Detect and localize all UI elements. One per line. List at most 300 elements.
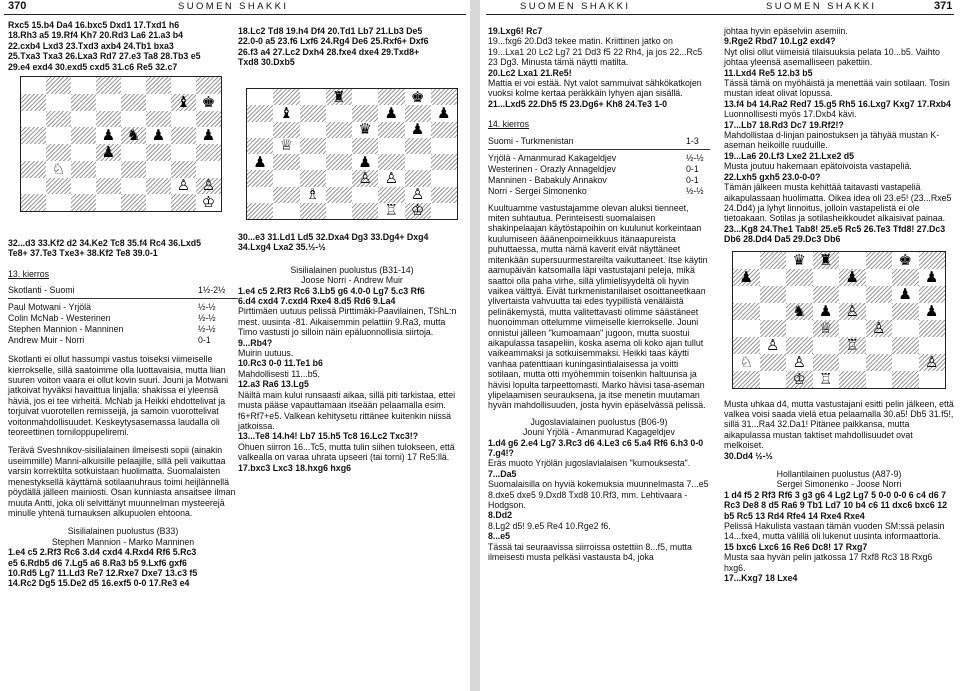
- board-square: [760, 320, 787, 337]
- chess-piece-icon: ♗: [305, 185, 320, 204]
- moves-line: 26.f3 a4 27.Lc2 Dxh4 28.fxe4 dxe4 29.Txd8+: [238, 46, 420, 57]
- chess-piece-icon: ♙: [384, 168, 399, 187]
- board-square: [866, 371, 893, 388]
- moves-line: 1.d4 g6 2.e4 Lg7 3.Rc3 d6 4.Le3 c6 5.a4 Rf6 6.h3 0-0 7.g4!?: [488, 437, 704, 458]
- board-square: [378, 105, 404, 121]
- board-square: [146, 178, 171, 195]
- annotation: johtaa hyvin epäselviin asemiin.: [724, 26, 848, 36]
- chess-piece-icon: ♝: [279, 103, 294, 122]
- pairing-players: Paul Motwani - Yrjölä: [8, 302, 91, 313]
- board-square: [760, 371, 787, 388]
- board-square: [839, 337, 866, 354]
- board-square: [378, 187, 404, 203]
- board-square: [96, 111, 121, 128]
- board-square: [919, 371, 946, 388]
- board-square: [892, 337, 919, 354]
- board-square: [378, 154, 404, 170]
- game-players: Jouni Yrjölä - Amanmurad Kagageldjev: [523, 427, 675, 438]
- board-square: [786, 337, 813, 354]
- board-square: [21, 94, 46, 111]
- moves-line: 19...La6 20.Lf3 Lxe2 21.Lxe2 d5: [724, 150, 855, 161]
- game-title: Jugoslavialainen puolustus (B06-9): [530, 416, 668, 427]
- chess-piece-icon: ♔: [201, 193, 216, 212]
- divider: [8, 298, 238, 299]
- chess-piece-icon: ♟: [819, 301, 833, 320]
- board-square: [171, 194, 196, 211]
- board-square: [96, 77, 121, 94]
- pairing-score: ½-½: [686, 152, 704, 163]
- moves-line: 15 bxc6 Lxc6 16 Re6 Dc8! 17 Rxg7: [724, 541, 868, 552]
- board-square: [96, 194, 121, 211]
- board-square: [326, 138, 352, 154]
- moves-line: 1.e4 c5 2.Rf3 Rc6 3.Lb5 g6 4.0-0 Lg7 5.c3 Rf6: [238, 285, 425, 296]
- board-square: [405, 187, 431, 203]
- annotation: Mattia ei voi estää. Nyt valot sammuivat sähkökatkojen vuoksi kolme kertaa peräkkäin lyhyen ajan sisällä.: [488, 78, 702, 99]
- moves-line: 18.Lc2 Td8 19.h4 Df4 20.Td1 Lb7 21.Lb3 De5: [238, 26, 423, 36]
- pairings-table: [8, 302, 238, 346]
- board-square: [733, 269, 760, 286]
- annotation: Pelissä Hakulista vastaan tämän vuoden SM:ssä pelasin 14...fxe4, mutta välillä oli lukenut uusinta informaattoria.: [724, 521, 945, 542]
- left-column-2-body: [238, 232, 466, 473]
- board-square: [892, 252, 919, 269]
- running-head: SUOMEN SHAKKI: [178, 1, 289, 12]
- board-square: [733, 320, 760, 337]
- board-square: [866, 269, 893, 286]
- chess-piece-icon: ♟: [201, 126, 216, 145]
- annotation: 19...fxg6 20.Dd3 tekee matin. Kriittinen jatko on 19...Lxa1 20 Lc2 Lg7 21 Dd3 f5 22 Rh4, ja jos 22...Rc5 23 Dg3. Minusta tämä näytti matilta.: [488, 36, 703, 68]
- chess-piece-icon: ♙: [845, 301, 859, 320]
- board-square: [352, 89, 378, 105]
- table-row: [488, 164, 710, 175]
- board-square: [146, 94, 171, 111]
- match-teams: Skotlanti - Suomi: [8, 285, 75, 296]
- annotation: Suomalaisilla on hyviä kokemuksia muunnelmasta 7...e5 8.dxe5 dxe5 9.Dxd8 Txd8 10.Rf3, mm. Lehtivaara - Hodgson.: [488, 479, 709, 511]
- board-square: [96, 144, 121, 161]
- chess-piece-icon: ♖: [384, 201, 399, 220]
- annotation: Luonnollisesti myös 17.Dxb4 kävi.: [724, 109, 857, 120]
- board-square: [146, 77, 171, 94]
- board-square: [96, 94, 121, 111]
- board-square: [146, 111, 171, 128]
- board-square: [839, 286, 866, 303]
- board-square: [378, 138, 404, 154]
- board-square: [760, 337, 787, 354]
- board-square: [866, 286, 893, 303]
- chess-piece-icon: ♙: [872, 318, 886, 337]
- board-square: [273, 187, 299, 203]
- board-square: [46, 161, 71, 178]
- moves-line: 30...e3 31.Ld1 Ld5 32.Dxa4 Dg3 33.Dg4+ Dxg4: [238, 232, 429, 242]
- board-square: [300, 187, 326, 203]
- board-square: [71, 77, 96, 94]
- moves-line: 8.Dd2: [488, 510, 512, 521]
- match-score: 1½-2½: [198, 285, 226, 296]
- board-square: [273, 170, 299, 186]
- board-square: [760, 286, 787, 303]
- board-square: [866, 303, 893, 320]
- board-square: [71, 178, 96, 195]
- board-square: [813, 337, 840, 354]
- chess-piece-icon: ♙: [176, 176, 191, 195]
- board-square: [326, 170, 352, 186]
- board-square: [196, 77, 221, 94]
- board-square: [405, 122, 431, 138]
- board-square: [171, 178, 196, 195]
- board-square: [405, 89, 431, 105]
- board-square: [326, 203, 352, 219]
- chess-piece-icon: ♖: [845, 335, 859, 354]
- board-square: [247, 203, 273, 219]
- moves-top-1: Rxc5 15.b4 Da4 16.bxc5 Dxd1 17.Txd1 h6: [8, 20, 180, 30]
- board-square: [71, 127, 96, 144]
- moves-line: 12.a3 Ra6 13.Lg5: [238, 379, 309, 390]
- board-square: [352, 154, 378, 170]
- board-square: [273, 89, 299, 105]
- board-square: [96, 127, 121, 144]
- header-rule: [486, 14, 954, 15]
- chess-piece-icon: ♕: [279, 136, 294, 155]
- board-square: [273, 105, 299, 121]
- board-square: [196, 111, 221, 128]
- moves-line: 32...d3 33.Kf2 d2 34.Ke2 Tc8 35.f4 Rc4 36.Lxd5: [8, 238, 201, 248]
- board-square: [405, 170, 431, 186]
- chess-piece-icon: ♚: [898, 250, 912, 269]
- page-number: 371: [934, 0, 953, 12]
- chess-piece-icon: ♟: [384, 103, 399, 122]
- board-square: [46, 127, 71, 144]
- match-score: 1-3: [686, 135, 699, 146]
- board-square: [431, 138, 457, 154]
- moves-line: 23...Kg8 24.The1 Tab8! 25.e5 Rc5 26.Te3 Tfd8! 27.Dc3 Db6 28.Dd4 Da5 29.Dc3 Db6: [724, 223, 946, 245]
- board-square: [196, 161, 221, 178]
- board-square: [352, 138, 378, 154]
- right-column-1: [488, 26, 710, 562]
- board-square: [733, 252, 760, 269]
- chess-piece-icon: ♙: [792, 352, 806, 371]
- chess-piece-icon: ♙: [766, 335, 780, 354]
- moves-top-5: 29.e4 exd4 30.exd5 cxd5 31.c6 Re5 32.c7: [8, 61, 178, 72]
- board-square: [352, 122, 378, 138]
- board-square: [733, 371, 760, 388]
- board-square: [146, 144, 171, 161]
- moves-line: 9...Rb4?: [238, 337, 273, 348]
- board-square: [786, 320, 813, 337]
- moves-line: 10.Rc3 0-0 11.Te1 b6: [238, 358, 323, 369]
- board-square: [866, 337, 893, 354]
- board-square: [196, 94, 221, 111]
- left-column-1: [8, 20, 220, 72]
- annotation: Musta uhkaa d4, mutta vastustajani esitti pelin jälkeen, että valkea voisi saada vielä etua pelaamalla 30.a5! Db5 31.f5!, sillä 31...Ra4 32.Da1! Pitänee paikkansa, mutta aikapulassa mustan taktiset mahdollisuudet ovat melkoiset.: [724, 398, 954, 451]
- chess-piece-icon: ♟: [437, 103, 451, 122]
- pairing-score: 0-1: [686, 163, 699, 174]
- board-square: [300, 170, 326, 186]
- chess-piece-icon: ♚: [410, 87, 425, 106]
- book-gutter: [470, 0, 480, 691]
- chess-piece-icon: ♟: [151, 126, 166, 145]
- board-square: [813, 303, 840, 320]
- pairing-players: Norri - Sergei Simonenko: [488, 185, 587, 196]
- moves-line: 6.d4 cxd4 7.cxd4 Rxe4 8.d5 Rd6 9.La4: [238, 296, 396, 307]
- chess-piece-icon: ♙: [410, 185, 425, 204]
- board-square: [786, 269, 813, 286]
- board-square: [21, 161, 46, 178]
- running-head: SUOMEN SHAKKI: [520, 1, 631, 12]
- annotation: Eräs muoto Yrjölän jugoslavialaisen "kumouksesta".: [488, 458, 691, 469]
- chess-piece-icon: ♟: [739, 267, 753, 286]
- board-square: [839, 371, 866, 388]
- board-square: [733, 303, 760, 320]
- board-square: [813, 286, 840, 303]
- pairing-score: ½-½: [198, 324, 216, 335]
- board-square: [273, 138, 299, 154]
- board-square: [760, 252, 787, 269]
- board-square: [813, 269, 840, 286]
- board-square: [431, 170, 457, 186]
- board-square: [405, 203, 431, 219]
- moves-line: 14.Rc2 Dg5 15.De2 d5 16.exf5 0-0 17.Re3 e4: [8, 578, 190, 589]
- match-result: [488, 136, 710, 147]
- annotation: Nyt olisi ollut viimeisiä tilaisuuksia pelata 10...b5. Vaihto johtaa yleensä asemalliseen pakettiin.: [724, 46, 940, 68]
- board-square: [378, 89, 404, 105]
- board-square: [146, 194, 171, 211]
- board-square: [21, 77, 46, 94]
- chess-piece-icon: ♖: [819, 369, 833, 388]
- board-square: [405, 105, 431, 121]
- moves-line: 34.Lxg4 Lxa2 35.½-½: [238, 242, 326, 253]
- board-square: [326, 122, 352, 138]
- annotation: Tässä tämä on myöhäistä ja menettää vain sotilaan. Tosin mustan ideat olivat lopussa.: [724, 78, 950, 99]
- annotation: Näiltä main kului runsaasti aikaa, sillä piti tarkistaa, ettei musta pääse vapauttamaan itseään pelaamalla esim. f6+Rf7+e5. Valkean kehitysetu rittänee kuitenkin niissä jatkoissa.: [238, 389, 456, 431]
- board-square: [786, 286, 813, 303]
- board-square: [733, 286, 760, 303]
- board-square: [892, 269, 919, 286]
- board-square: [431, 203, 457, 219]
- board-square: [46, 77, 71, 94]
- page-number: 370: [8, 0, 27, 12]
- board-square: [892, 354, 919, 371]
- board-square: [247, 187, 273, 203]
- right-page: [480, 0, 960, 691]
- board-square: [919, 337, 946, 354]
- table-row: [488, 153, 710, 164]
- moves-line: e5 6.Rdb5 d6 7.Lg5 a6 8.Ra3 b5 9.Lxf6 gxf6: [8, 557, 187, 568]
- table-row: [8, 302, 238, 313]
- board-square: [892, 320, 919, 337]
- board-square: [273, 203, 299, 219]
- board-square: [46, 111, 71, 128]
- annotation: Mahdollistaa d-linjan painostuksen ja tähyää mustan K-aseman heikoille ruuduille.: [724, 130, 940, 151]
- pairings-table: [488, 153, 710, 197]
- annotation: Ohuen siirron 16...Tc5, mutta tulin siihen tulokseen, että valkealla on varaa uhrata upseeri (tai torni) 17 Re5:llä.: [238, 441, 455, 463]
- board-square: [96, 178, 121, 195]
- board-square: [121, 127, 146, 144]
- board-square: [171, 127, 196, 144]
- round-heading: 14. kierros: [488, 119, 530, 130]
- board-square: [96, 161, 121, 178]
- board-square: [786, 252, 813, 269]
- board-square: [892, 303, 919, 320]
- board-square: [786, 354, 813, 371]
- chess-piece-icon: ♘: [739, 352, 753, 371]
- moves-line: 11.Lxd4 Re5 12.b3 b5: [724, 67, 813, 78]
- board-square: [196, 194, 221, 211]
- board-square: [247, 122, 273, 138]
- board-square: [326, 105, 352, 121]
- moves-line: 30.Dd4 ½-½: [724, 450, 773, 461]
- divider: [488, 149, 710, 150]
- table-row: [8, 313, 238, 324]
- board-square: [405, 154, 431, 170]
- board-square: [71, 94, 96, 111]
- moves-line: Txd8 30.Dxb5: [238, 57, 295, 68]
- board-square: [431, 187, 457, 203]
- board-square: [378, 122, 404, 138]
- annotation: Mahdollisesti 11...b5.: [238, 368, 320, 379]
- paragraph: Kuultuamme vastustajamme olevan aluksi tienneet, miten suhtautua. Perinteisesti suomalaisen shakinpelaajan käytöstapoihin on kuulunut korkeintaan kuulumiseen ääänenpoimeikkuus itänaapureista puhuttaessa, mutta nämä kaverit eivät näyttäneet mitenkään supersuurmestareilta vaikuttaneet. Itse käytin aamupäivän katsomalla läpi vastustajani peleja, mikä saattoi olla paha virhe, sillä ylimielisyydeltä oli hyvin vaikea välttyä. Eivät turkmenistanilaiset osoittaneetkaan ylivertaista vahvuutta tai edes tyypillistä venäläistä pelinäkemystä, mutta valitettavasti olimme säästäneet huonoimman ottelumme viimeiselle kierrokselle. Jouni onnistui jälleen "kumoamaan" jugoon, mutta suostui aikapulassa tasapeliin, koska asema oli koko ajan tullut vaikeammaksi ja sotkuisemmaksi. Heikki taas käytti vanhaa patenttiaan kuningasintialaisessa ja voitti sotilaan, mutta otti myöhemmin toisenkin haltuunsa ja hävisi lopulta tarpeettomasti. Marko hävisi tasa-aseman ylipelaamisen seurauksena, ja itse menetin muutaman hyvän mahdollisuuden, josta hyvin epäselvässä pelissä.: [488, 202, 708, 411]
- board-square: [121, 94, 146, 111]
- annotation: Tämän jälkeen musta kehittää taitavasti vastapeliä aikapulassaan huolimatta. Oikea idea oli 23.e5! (23...Rxe5 24.Dd4) ja lyhyt linnoitus, jolloin vastapelistä ei ole tietoakaan. Sotilas ja sotilasheikkoudet alkaisivat painaa.: [724, 182, 952, 224]
- board-square: [431, 122, 457, 138]
- pairing-score: ½-½: [198, 313, 216, 324]
- board-square: [46, 94, 71, 111]
- board-square: [247, 138, 273, 154]
- chess-piece-icon: ♟: [845, 267, 859, 286]
- board-square: [326, 89, 352, 105]
- moves-line: 17...Kxg7 18 Lxe4: [724, 573, 798, 584]
- chess-diagram-2: [246, 88, 458, 220]
- moves-line: 13...Te8 14.h4! Lb7 15.h5 Tc8 16.Lc2 Txc3!?: [238, 431, 419, 442]
- board-square: [378, 203, 404, 219]
- board-square: [431, 154, 457, 170]
- chess-diagram-1: [20, 76, 222, 212]
- board-square: [171, 94, 196, 111]
- pairing-players: Colin McNab - Westerinen: [8, 313, 111, 324]
- moves-line: 8...e5: [488, 531, 511, 542]
- board-square: [71, 111, 96, 128]
- board-square: [839, 269, 866, 286]
- moves-top-4: 25.Txa3 Txa3 26.Lxa3 Rd7 27.e3 Ta8 28.Tb3 e5: [8, 51, 201, 62]
- board-square: [21, 144, 46, 161]
- left-page: [0, 0, 470, 691]
- chess-piece-icon: ♘: [51, 159, 66, 178]
- board-square: [46, 194, 71, 211]
- annotation: 8.Lg2 d5! 9.e5 Re4 10.Rge2 f6.: [488, 520, 611, 531]
- annotation: Musta saa hyvän pelin jatkossa 17 Rxf8 Rc3 18 Rxg6 hxg6.: [724, 552, 933, 573]
- moves-top-2: 18.Rh3 a5 19.Rf4 Kh7 20.Rd3 La6 21.a3 b4: [8, 30, 184, 41]
- board-square: [121, 77, 146, 94]
- annotation: Pirttimäen uutuus pelissä Pirttimäki-Paavilainen, TShL:n mest. uusinta -81. Aikaisemmin pelattiin 9.Ra3, mutta Timo vastusti jo silloin näin epäluonnollisia siirtoja.: [238, 306, 457, 338]
- board-square: [405, 138, 431, 154]
- board-square: [146, 127, 171, 144]
- board-square: [300, 105, 326, 121]
- board-square: [352, 203, 378, 219]
- board-square: [919, 320, 946, 337]
- board-square: [892, 286, 919, 303]
- board-square: [171, 77, 196, 94]
- chess-piece-icon: ♟: [101, 126, 116, 145]
- game-title: Sisilialainen puolustus (B33): [67, 526, 179, 537]
- pairing-players: Westerinen - Orazly Annageldjev: [488, 163, 616, 174]
- board-square: [273, 154, 299, 170]
- board-square: [300, 89, 326, 105]
- board-square: [839, 320, 866, 337]
- board-square: [247, 89, 273, 105]
- chess-piece-icon: ♙: [358, 168, 372, 187]
- board-square: [378, 170, 404, 186]
- right-column-2: [724, 26, 954, 583]
- board-square: [839, 354, 866, 371]
- board-square: [326, 154, 352, 170]
- left-column-1-body: [8, 238, 238, 589]
- board-square: [71, 194, 96, 211]
- board-square: [300, 138, 326, 154]
- board-square: [919, 354, 946, 371]
- moves-line: 20.Lc2 Lxa1 21.Re5!: [488, 67, 572, 78]
- board-square: [21, 178, 46, 195]
- chess-piece-icon: ♕: [819, 318, 833, 337]
- board-square: [919, 303, 946, 320]
- board-square: [300, 122, 326, 138]
- moves-line: 1 d4 f5 2 Rf3 Rf6 3 g3 g6 4 Lg2 Lg7 5 0-0 0-0 6 c4 d6 7 Rc3 De8 8 d5 Ra6 9 Tb1 Ld7 10 b4 c6 11 dxc6 bxc6 12 b5 Rc5 13 Rd4 Rfe4 14 Rxe4 Rxe4: [724, 489, 947, 521]
- chess-piece-icon: ♙: [925, 352, 939, 371]
- chess-piece-icon: ♔: [410, 201, 425, 220]
- board-square: [866, 354, 893, 371]
- pairing-score: 0-1: [686, 174, 699, 185]
- board-square: [300, 203, 326, 219]
- chess-piece-icon: ♟: [358, 152, 372, 171]
- board-square: [733, 337, 760, 354]
- board-square: [171, 111, 196, 128]
- table-row: [488, 186, 710, 197]
- board-square: [21, 127, 46, 144]
- board-square: [21, 111, 46, 128]
- chess-piece-icon: ♞: [792, 301, 806, 320]
- moves-line: 7...Da5: [488, 468, 517, 479]
- running-head: SUOMEN SHAKKI: [766, 1, 877, 12]
- board-square: [121, 161, 146, 178]
- board-square: [196, 127, 221, 144]
- moves-top-3: 22.cxb4 Lxd3 23.Txd3 axb4 24.Tb1 bxa3: [8, 40, 174, 51]
- chess-piece-icon: ♜: [819, 250, 833, 269]
- board-square: [196, 144, 221, 161]
- board-square: [171, 144, 196, 161]
- board-square: [352, 170, 378, 186]
- chess-piece-icon: ♟: [253, 152, 267, 171]
- pairing-players: Manninen - Babakuly Annakov: [488, 174, 607, 185]
- board-square: [121, 111, 146, 128]
- annotation: Muirin uutuus.: [238, 348, 294, 359]
- paragraph: Terävä Sveshnikov-sisilialainen ilmeisesti sopii (ainakin useimmille) Manni-alkuisille pelaajille, sillä peli vaikuttaa varsin korrektilta sotkuistaan huolimatta. Suomalaisten menestyksellä käyttämä sotilaanuhraus toimi heijlännellä pöydällä jälleen mainiosti. Osan kunniasta ansaitsee ilman muuta Antti, joka oli selvittänyt muunnelman mysteerejä minulle yhtenä turnauksen alkupuolen ehtoona.: [8, 445, 236, 518]
- moves-line: 22.Lxh5 gxh5 23.0-0-0?: [724, 171, 821, 182]
- board-square: [866, 320, 893, 337]
- moves-line: 1.e4 c5 2.Rf3 Rc6 3.d4 cxd4 4.Rxd4 Rf6 5.Rc3: [8, 547, 197, 558]
- pairing-players: Stephen Mannion - Manninen: [8, 324, 124, 335]
- paragraph: Skotlanti ei ollut hassumpi vastus toiseksi viimeiselle kierrokselle, sillä saatoimme olla luottavaisia, mutta liian suuren voiton vaara ei ollut kovin suuri. Jouni ja Motwani jatkoivat hyväksi havaittua linjalla: shakissa ei yleensä häviä, jos ei tee virheitä. McNab ja Heikki ehdottelivat ja torjuivat vuorotellen remisseijä, ja samoin vuorottelivat voitonmahdollisuudet. Keskeytysasemassa laudalla oli teoreettinen torniloppupeliremi.: [8, 354, 229, 438]
- table-row: [8, 335, 238, 346]
- table-row: [488, 175, 710, 186]
- game-players: Joose Norri - Andrew Muir: [301, 275, 403, 286]
- board-square: [760, 303, 787, 320]
- moves-line: 13.f4 b4 14.Ra2 Red7 15.g5 Rh5 16.Lxg7 Kxg7 17.Rxb4: [724, 98, 951, 109]
- board-square: [431, 105, 457, 121]
- game-title: Hollantilainen puolustus (A87-9): [776, 468, 902, 479]
- header-rule: [4, 14, 466, 15]
- board-square: [121, 194, 146, 211]
- chess-diagram-3: [732, 251, 946, 389]
- pairing-score: 0-1: [198, 335, 211, 346]
- chess-piece-icon: ♔: [792, 369, 806, 388]
- board-square: [326, 187, 352, 203]
